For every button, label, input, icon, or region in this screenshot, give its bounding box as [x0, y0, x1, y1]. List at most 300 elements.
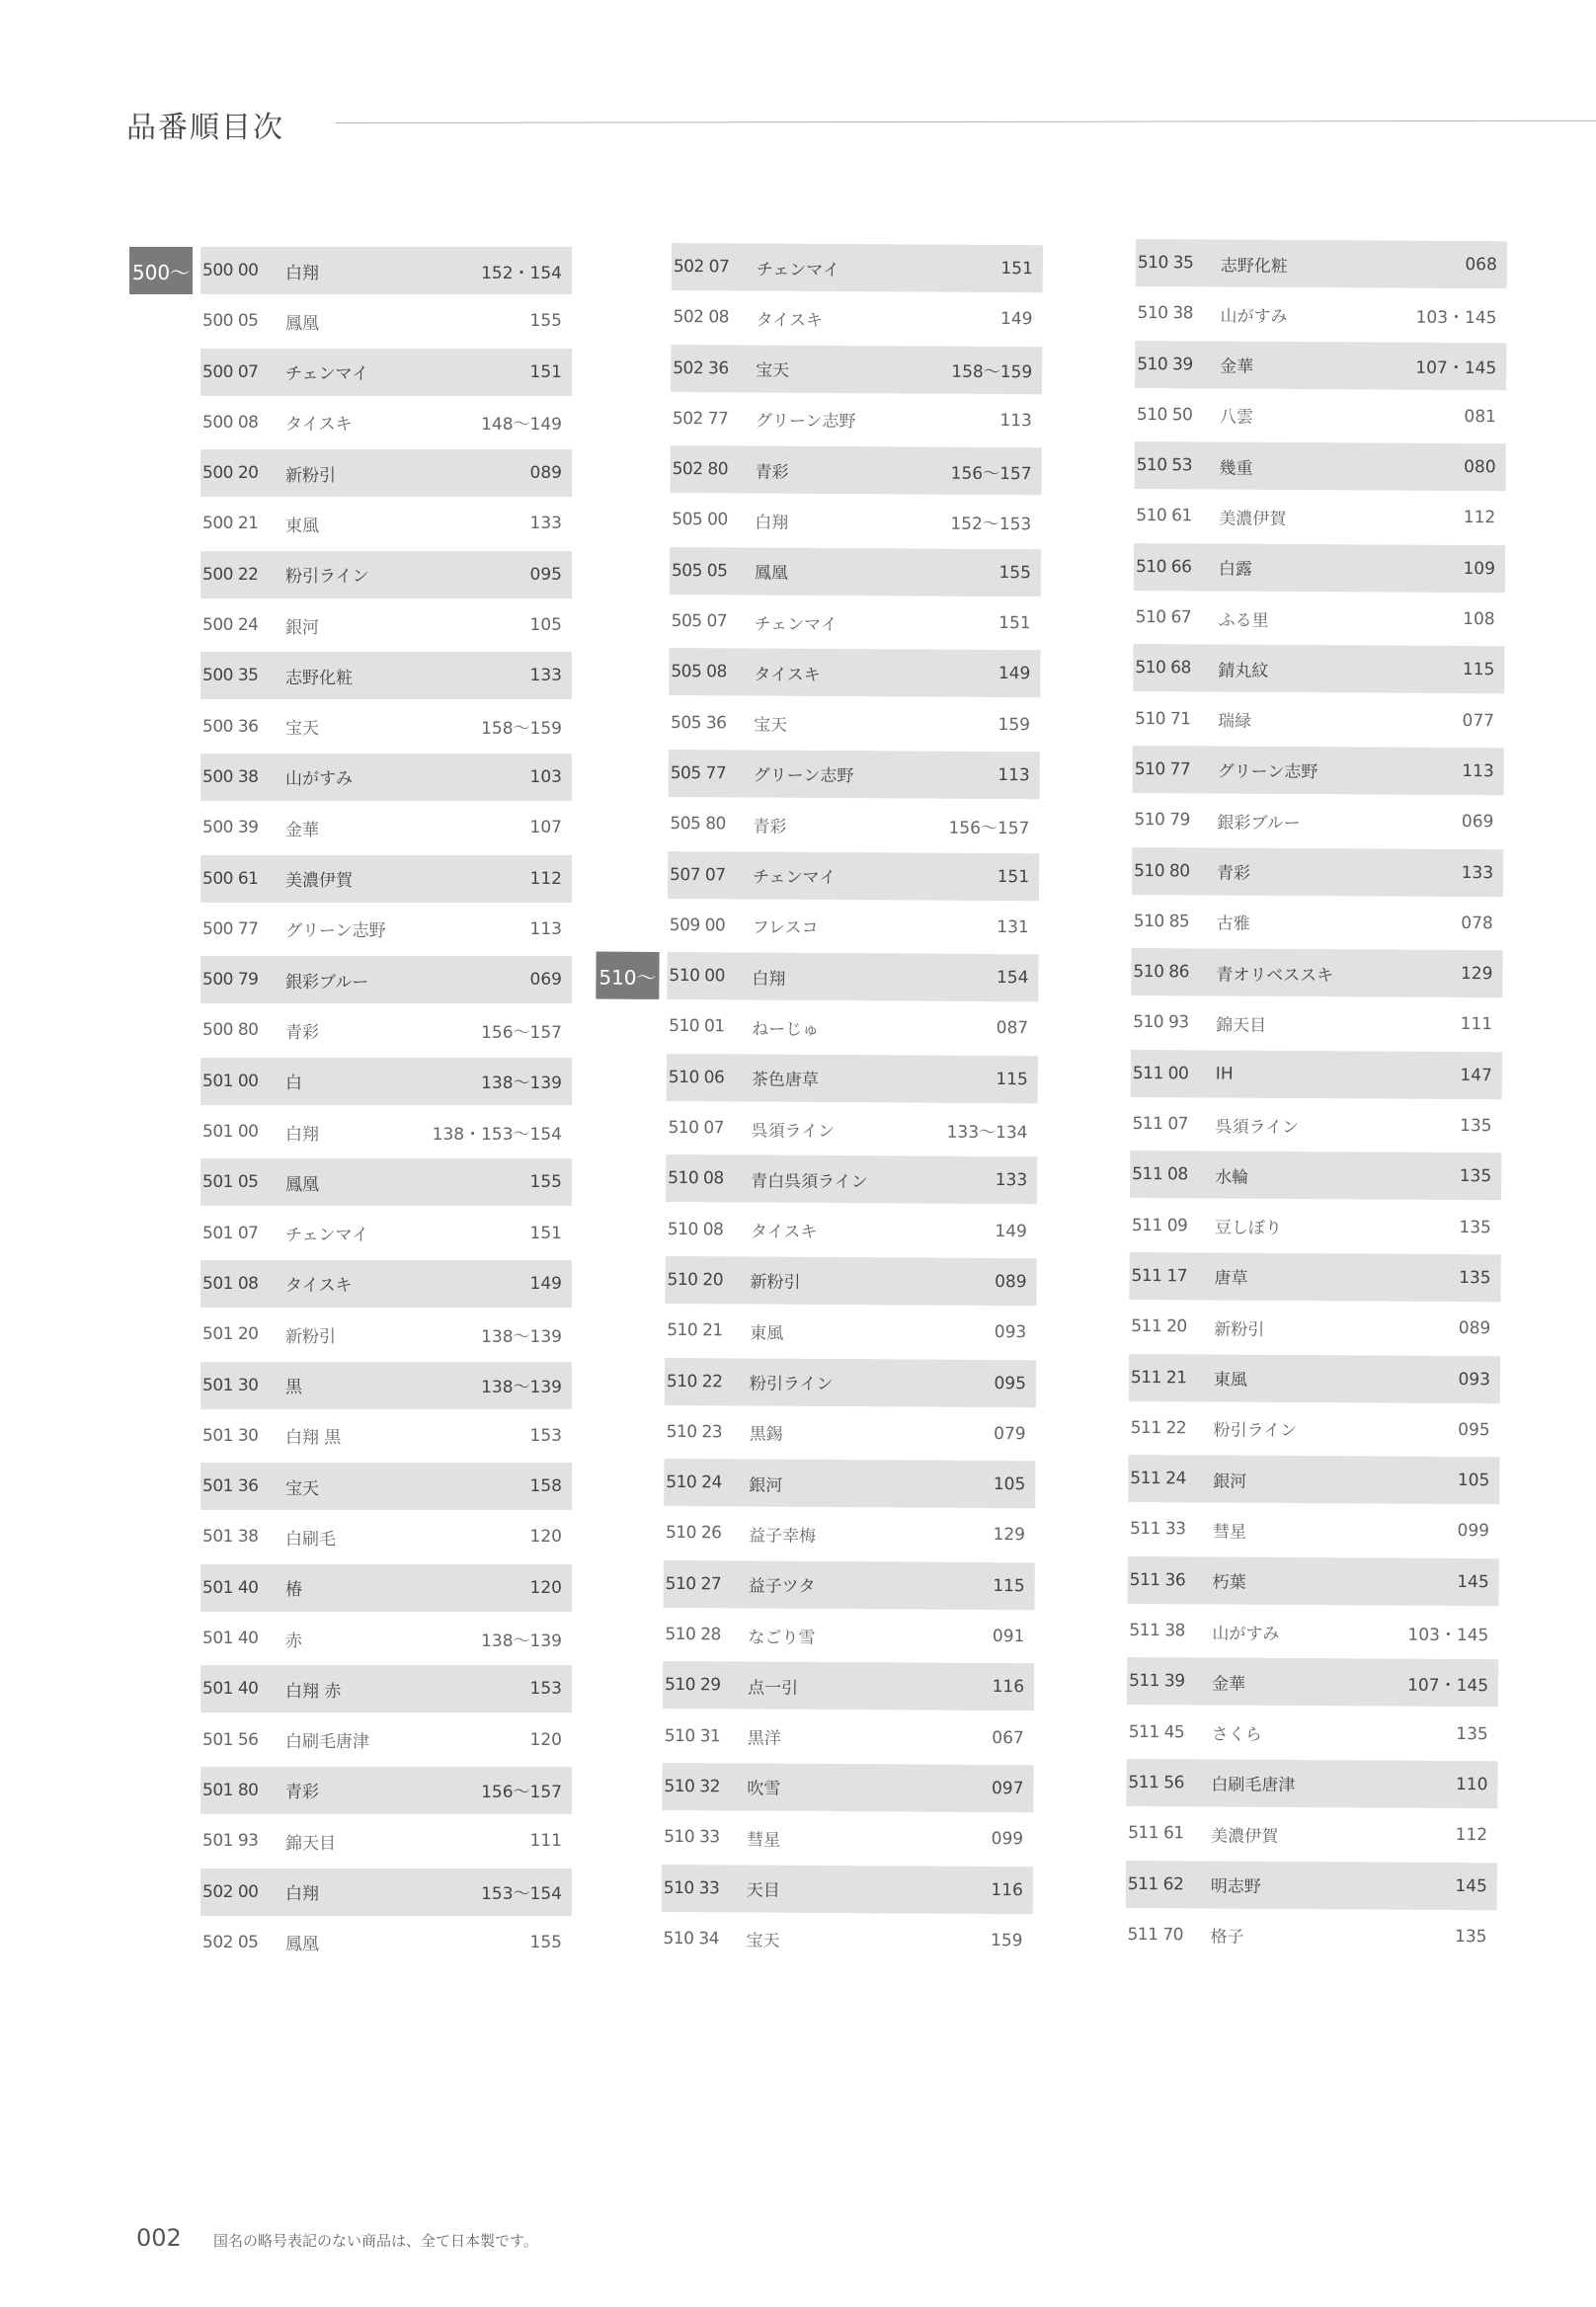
index-row	[1127, 1709, 1498, 1758]
index-row	[670, 496, 1041, 545]
product-name: 鳳凰	[285, 313, 319, 334]
page-reference: 147	[1460, 1065, 1492, 1085]
page-reference: 133	[529, 514, 562, 534]
page-reference: 115	[996, 1069, 1028, 1089]
index-row	[672, 243, 1043, 292]
product-code: 505 36	[670, 712, 727, 734]
product-name: 金華	[1220, 357, 1254, 377]
page-reference: 068	[1465, 255, 1497, 276]
page-reference: 116	[992, 1677, 1025, 1698]
product-code: 500 21	[202, 514, 259, 534]
product-name: 黒	[285, 1378, 302, 1398]
product-code: 502 80	[672, 459, 729, 480]
product-name: チェンマイ	[754, 614, 838, 635]
product-name: 益子幸梅	[748, 1526, 817, 1547]
page-reference: 115	[993, 1575, 1025, 1596]
index-row	[662, 1763, 1033, 1812]
product-code: 502 08	[673, 307, 730, 328]
product-code: 501 40	[202, 1577, 259, 1598]
index-row	[200, 1362, 572, 1409]
page-reference: 135	[1454, 1926, 1487, 1948]
page-reference: 112	[1463, 508, 1496, 528]
product-name: 豆しぼり	[1214, 1218, 1282, 1239]
index-row	[1132, 796, 1503, 845]
product-name: 明志野	[1210, 1876, 1261, 1897]
product-code: 510 80	[1134, 860, 1190, 881]
product-code: 510 08	[668, 1168, 724, 1189]
product-name: 新粉引	[1214, 1319, 1265, 1340]
index-row	[1126, 1809, 1497, 1859]
product-name: チェンマイ	[756, 260, 840, 280]
index-row	[1128, 1505, 1499, 1554]
index-row	[670, 597, 1041, 647]
product-name: 新粉引	[285, 465, 336, 486]
index-row	[671, 293, 1042, 343]
page-reference: 138～139	[481, 1631, 562, 1651]
product-code: 510 08	[667, 1219, 724, 1239]
product-name: 銀河	[749, 1475, 783, 1496]
index-row	[661, 1915, 1032, 1964]
product-code: 505 08	[671, 662, 727, 682]
page-reference: 115	[1462, 660, 1495, 680]
page-reference: 069	[529, 970, 562, 991]
page-reference: 120	[529, 1527, 562, 1548]
product-code: 510 22	[666, 1371, 723, 1392]
page-reference: 156～157	[481, 1783, 562, 1803]
product-name: 錦天目	[1216, 1015, 1267, 1036]
index-row	[200, 1817, 572, 1865]
index-row	[1131, 1050, 1502, 1099]
page-reference: 089	[995, 1271, 1027, 1293]
product-name: ふる里	[1218, 610, 1269, 631]
page-reference: 091	[992, 1627, 1025, 1647]
page-reference: 158～159	[481, 719, 562, 740]
product-code: 510 31	[664, 1725, 721, 1746]
page-reference: 155	[529, 311, 562, 332]
section-tab: 510～	[596, 952, 659, 999]
page-reference: 113	[1462, 760, 1494, 782]
index-row	[1128, 1556, 1499, 1606]
page-reference: 113	[998, 764, 1030, 786]
product-name: 白刷毛唐津	[285, 1732, 369, 1753]
index-row	[1126, 1860, 1497, 1909]
index-row	[1133, 695, 1504, 745]
product-code: 501 80	[202, 1780, 259, 1800]
product-name: 幾重	[1219, 458, 1253, 479]
index-row	[1134, 492, 1505, 541]
product-code: 510 24	[666, 1472, 722, 1493]
index-row	[671, 345, 1042, 394]
page-reference: 156～157	[948, 818, 1030, 838]
page-reference: 097	[991, 1778, 1024, 1799]
index-row	[598, 952, 1038, 1001]
product-name: 八雲	[1219, 407, 1253, 429]
index-row	[200, 1311, 572, 1358]
product-name: 白翔	[285, 263, 319, 283]
product-code: 500 77	[202, 918, 259, 939]
product-code: 511 20	[1131, 1316, 1187, 1337]
index-row	[1129, 1252, 1500, 1302]
index-row	[1135, 341, 1506, 390]
product-code: 502 05	[202, 1932, 259, 1952]
product-name: なごり雪	[748, 1628, 816, 1648]
product-name: グリーン志野	[753, 765, 854, 787]
index-row	[1134, 441, 1505, 491]
product-name: 黒洋	[747, 1728, 781, 1749]
product-name: 白刷毛唐津	[1211, 1775, 1296, 1796]
product-name: 銀彩ブルー	[1217, 813, 1301, 834]
page-reference: 135	[1459, 1267, 1491, 1289]
index-row	[1129, 1354, 1500, 1403]
index-row	[1130, 1100, 1501, 1150]
page-reference: 095	[529, 564, 562, 585]
index-row	[200, 500, 572, 547]
index-row	[664, 1509, 1035, 1558]
index-column-1	[131, 247, 572, 1969]
product-name: 鳳凰	[285, 1935, 319, 1955]
page-reference: 156～157	[950, 463, 1032, 484]
page-reference: 120	[529, 1577, 562, 1598]
product-name: さくら	[1211, 1724, 1262, 1745]
index-row	[1133, 644, 1504, 693]
index-row	[1136, 239, 1507, 288]
page-reference: 155	[529, 1172, 562, 1193]
index-row	[200, 1463, 572, 1510]
product-code: 510 34	[663, 1928, 720, 1949]
index-row	[200, 804, 572, 851]
page-reference: 113	[999, 410, 1032, 432]
index-row	[131, 247, 572, 294]
product-code: 500 35	[202, 666, 259, 686]
index-row	[1132, 847, 1503, 897]
index-row	[200, 1108, 572, 1155]
index-row	[668, 902, 1039, 951]
product-code: 500 39	[202, 818, 259, 838]
product-name: 白	[285, 1074, 302, 1094]
product-name: 山がすみ	[1212, 1624, 1280, 1644]
product-code: 500 22	[202, 564, 259, 585]
product-name: グリーン志野	[755, 411, 856, 433]
product-code: 510 23	[666, 1421, 723, 1443]
product-name: チェンマイ	[753, 867, 837, 889]
product-code: 511 62	[1127, 1873, 1184, 1894]
product-name: 美濃伊賀	[1219, 509, 1287, 529]
index-row	[200, 1210, 572, 1257]
product-code: 510 33	[663, 1877, 720, 1898]
index-row	[200, 1716, 572, 1764]
product-name: 志野化粧	[285, 668, 353, 688]
product-code: 500 79	[202, 970, 259, 991]
product-name: 青彩	[753, 817, 787, 837]
product-name: 銀彩ブルー	[285, 972, 369, 993]
page-reference: 105	[993, 1474, 1026, 1495]
page-reference: 103	[529, 766, 562, 787]
product-name: 鳳凰	[754, 563, 789, 585]
index-row	[200, 349, 572, 396]
page-reference: 095	[1458, 1419, 1490, 1441]
product-code: 501 56	[202, 1729, 259, 1750]
product-name: 美濃伊賀	[1211, 1826, 1279, 1847]
product-code: 511 33	[1129, 1519, 1186, 1540]
product-name: 白翔 黒	[285, 1428, 342, 1449]
page-reference: 131	[997, 916, 1029, 938]
product-code: 505 07	[671, 611, 728, 632]
product-name: 赤	[285, 1631, 302, 1651]
product-name: チェンマイ	[285, 1226, 369, 1246]
index-row	[200, 1158, 572, 1206]
product-code: 510 33	[664, 1827, 720, 1848]
index-row	[663, 1712, 1034, 1762]
product-name: 錆丸紋	[1218, 661, 1269, 681]
product-code: 511 21	[1130, 1367, 1187, 1388]
product-code: 505 05	[671, 560, 728, 582]
product-name: 青彩	[285, 1783, 319, 1803]
index-row	[1133, 746, 1504, 795]
page-reference: 089	[1458, 1318, 1491, 1339]
index-row	[200, 754, 572, 801]
index-row	[663, 1661, 1034, 1710]
page-reference: 120	[529, 1729, 562, 1750]
product-code: 501 93	[202, 1831, 259, 1852]
index-row	[1130, 1151, 1501, 1200]
page-reference: 133	[529, 666, 562, 686]
index-column-2	[598, 243, 1043, 1967]
index-row	[200, 551, 572, 598]
index-row	[666, 1154, 1037, 1204]
product-name: 唐草	[1214, 1268, 1248, 1290]
index-row	[667, 1054, 1038, 1103]
product-code: 502 00	[202, 1881, 259, 1902]
page-reference: 151	[997, 866, 1030, 887]
product-name: タイスキ	[750, 1222, 818, 1243]
index-row	[1131, 948, 1502, 997]
product-name: 美濃伊賀	[285, 871, 353, 892]
page-reference: 133	[995, 1170, 1028, 1191]
product-code: 511 09	[1131, 1215, 1188, 1235]
index-row	[200, 1058, 572, 1105]
index-row	[200, 601, 572, 649]
page-reference: 093	[994, 1322, 1027, 1343]
page-reference: 159	[990, 1930, 1023, 1951]
product-name: 吹雪	[747, 1779, 781, 1800]
product-code: 501 05	[202, 1172, 259, 1193]
page-reference: 158	[529, 1476, 562, 1497]
page-reference: 087	[996, 1018, 1029, 1039]
page-reference: 067	[992, 1727, 1024, 1748]
page-reference: 159	[998, 714, 1031, 735]
page-reference: 099	[1457, 1521, 1490, 1542]
product-code: 500 61	[202, 868, 259, 889]
product-name: 益子ツタ	[748, 1576, 816, 1598]
product-code: 502 36	[673, 358, 729, 378]
index-row	[200, 1767, 572, 1814]
product-name: 青彩	[755, 462, 789, 483]
product-name: チェンマイ	[285, 364, 369, 385]
index-row	[670, 445, 1041, 495]
product-code: 501 30	[202, 1425, 259, 1446]
index-row	[200, 1564, 572, 1612]
page-reference: 095	[994, 1373, 1027, 1393]
page-reference: 151	[1000, 259, 1033, 279]
product-code: 510 68	[1135, 658, 1191, 678]
product-code: 510 29	[665, 1675, 721, 1696]
page-reference: 138～139	[481, 1074, 562, 1094]
page-reference: 113	[529, 918, 562, 939]
page-reference: 156～157	[481, 1022, 562, 1043]
product-name: 志野化粧	[1220, 256, 1288, 277]
index-row	[200, 1869, 572, 1916]
index-row	[1134, 543, 1505, 593]
product-name: 青彩	[285, 1022, 319, 1043]
index-row	[200, 399, 572, 446]
product-name: フレスコ	[752, 917, 819, 939]
index-row	[1130, 1202, 1501, 1251]
product-code: 501 00	[202, 1122, 259, 1143]
page-reference: 108	[1463, 609, 1495, 630]
product-name: 茶色唐草	[751, 1070, 819, 1091]
index-row	[665, 1256, 1036, 1306]
product-name: 黒錫	[749, 1424, 783, 1446]
page-reference: 133	[1461, 862, 1494, 883]
index-row	[200, 1260, 572, 1308]
index-row	[200, 1919, 572, 1966]
product-name: ねーじゅ	[752, 1019, 820, 1040]
product-name: タイスキ	[285, 1276, 353, 1297]
page-reference: 135	[1460, 1116, 1492, 1137]
product-name: 宝天	[285, 1478, 319, 1499]
page-reference: 111	[529, 1831, 562, 1852]
product-code: 511 24	[1130, 1469, 1186, 1489]
index-row	[666, 1104, 1037, 1154]
product-code: 511 07	[1132, 1114, 1189, 1135]
product-code: 511 38	[1129, 1621, 1185, 1641]
product-code: 510 79	[1134, 810, 1190, 831]
product-name: 青オリベススキ	[1216, 965, 1334, 986]
page-reference: 129	[993, 1525, 1026, 1546]
product-name: タイスキ	[756, 310, 824, 331]
index-column-3	[1125, 239, 1507, 1963]
product-code: 500 07	[202, 361, 259, 382]
index-row	[200, 652, 572, 699]
product-name: 銀河	[285, 617, 319, 638]
index-row	[200, 1006, 572, 1054]
product-name: 白翔	[285, 1124, 319, 1145]
product-code: 510 07	[668, 1118, 725, 1139]
product-code: 510 67	[1135, 607, 1192, 628]
product-name: 青彩	[1217, 863, 1251, 884]
product-code: 501 20	[202, 1324, 259, 1345]
page-reference: 135	[1459, 1217, 1491, 1237]
product-name: 白翔	[755, 513, 789, 533]
product-code: 511 36	[1129, 1569, 1186, 1591]
product-code: 501 07	[202, 1223, 259, 1243]
product-code: 501 30	[202, 1375, 259, 1395]
product-name: 粉引ライン	[749, 1374, 834, 1395]
page-reference: 155	[529, 1932, 562, 1952]
page-reference: 145	[1457, 1571, 1489, 1592]
index-row	[200, 906, 572, 953]
page-reference: 152・154	[481, 263, 562, 283]
index-row	[669, 750, 1040, 799]
product-name: 白露	[1218, 559, 1253, 581]
index-row	[1131, 998, 1502, 1048]
product-code: 510 85	[1133, 911, 1190, 932]
product-name: 山がすみ	[285, 769, 353, 790]
product-code: 510 86	[1133, 962, 1190, 983]
product-name: 宝天	[753, 715, 788, 736]
product-name: 粉引ライン	[285, 567, 369, 588]
index-row	[200, 1412, 572, 1460]
page-reference: 107・145	[1407, 1675, 1489, 1697]
index-row	[200, 703, 572, 751]
index-row	[668, 851, 1039, 901]
index-row	[1134, 594, 1505, 643]
page-reference: 129	[1460, 964, 1493, 985]
index-row	[200, 1665, 572, 1712]
page-reference: 089	[529, 463, 562, 484]
page-reference: 153～154	[481, 1884, 562, 1904]
product-name: 点一引	[748, 1678, 799, 1699]
product-name: 白翔	[285, 1884, 319, 1904]
product-name: 白翔	[752, 969, 786, 990]
product-code: 505 00	[672, 510, 728, 530]
page-reference: 153	[529, 1425, 562, 1446]
index-row	[1126, 1759, 1497, 1808]
product-name: 粉引ライン	[1213, 1420, 1298, 1442]
index-row	[200, 1615, 572, 1662]
product-code: 510 32	[664, 1776, 720, 1797]
product-code: 510 39	[1137, 354, 1193, 374]
page-reference: 158～159	[951, 361, 1033, 383]
product-code: 500 80	[202, 1020, 259, 1041]
index-row	[1127, 1607, 1498, 1656]
product-code: 500 20	[202, 463, 259, 484]
index-row	[663, 1611, 1034, 1660]
product-name: 呉須ライン	[1215, 1117, 1300, 1138]
page-reference: 148～149	[481, 415, 562, 436]
page-reference: 112	[529, 868, 562, 889]
index-row	[669, 648, 1040, 697]
product-code: 501 40	[202, 1629, 259, 1649]
product-code: 510 93	[1133, 1012, 1189, 1033]
product-name: 鳳凰	[285, 1174, 319, 1195]
product-name: グリーン志野	[1217, 761, 1318, 783]
page-reference: 099	[991, 1829, 1024, 1850]
index-row	[665, 1307, 1036, 1356]
product-name: 銀河	[1213, 1472, 1247, 1492]
product-code: 500 00	[202, 261, 259, 280]
product-code: 502 07	[673, 257, 730, 278]
index-row	[669, 699, 1040, 749]
page-reference: 080	[1464, 457, 1496, 478]
footer-note: 国名の略号表記のない商品は、全て日本製です。	[213, 2232, 538, 2250]
index-row	[200, 449, 572, 497]
product-code: 511 08	[1132, 1164, 1188, 1185]
product-code: 510 27	[665, 1573, 722, 1595]
product-name: 宝天	[285, 719, 319, 740]
product-name: 新粉引	[285, 1326, 336, 1347]
page-reference: 149	[529, 1273, 562, 1294]
product-name: 古雅	[1216, 914, 1250, 935]
product-name: 天目	[746, 1880, 780, 1901]
page-reference: 109	[1463, 558, 1496, 580]
index-row	[1128, 1404, 1499, 1454]
product-code: 501 40	[202, 1679, 259, 1700]
page-reference: 111	[1460, 1014, 1493, 1035]
product-code: 511 56	[1128, 1772, 1184, 1793]
index-row	[200, 1513, 572, 1560]
page-reference: 116	[991, 1879, 1023, 1900]
